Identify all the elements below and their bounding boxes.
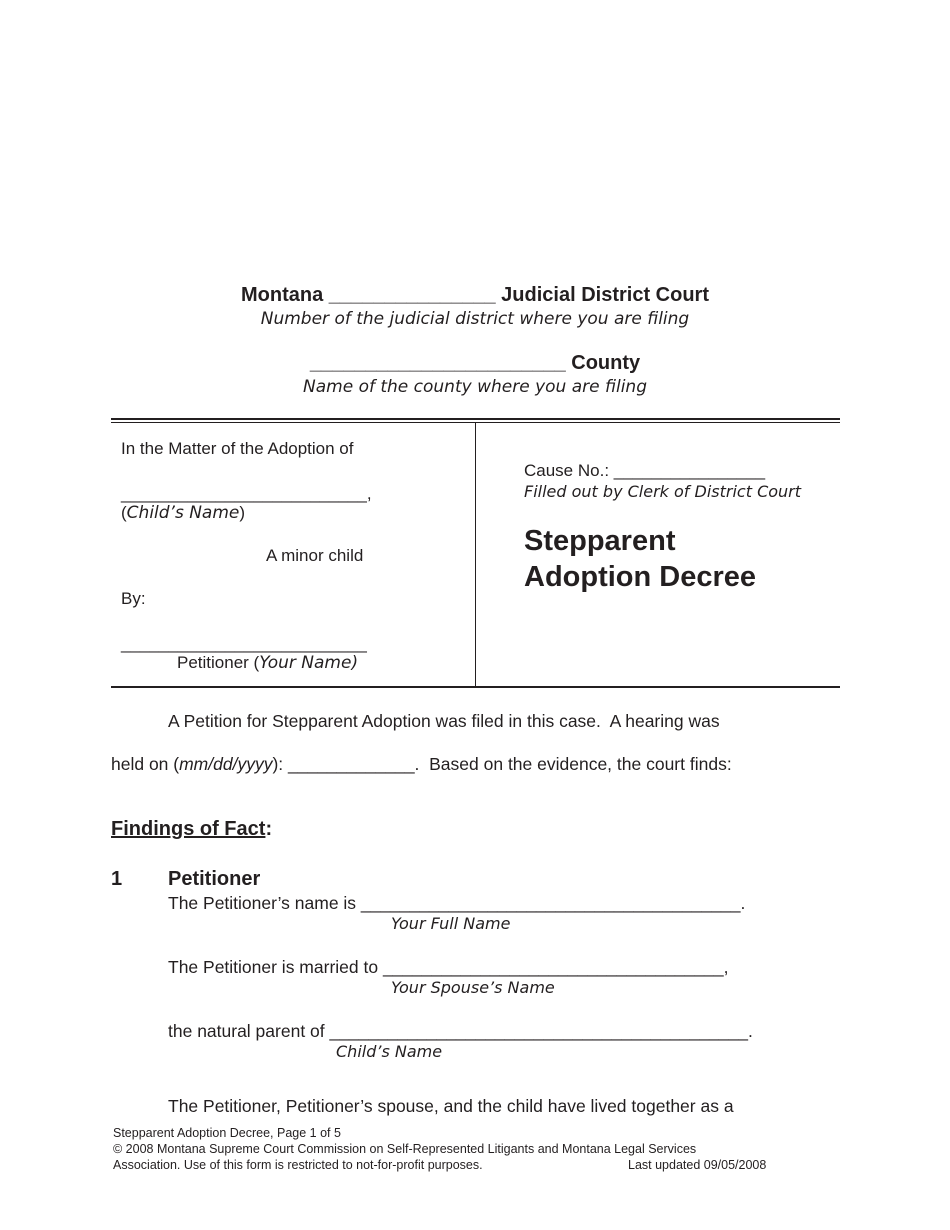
court-line: Montana _______________ Judicial District Court [241, 284, 709, 306]
petitioner-name-hint: Your Full Name [391, 914, 511, 933]
county-line: _______________________ County [309, 352, 641, 374]
child-parent-line[interactable]: the natural parent of ___________________________________________. [168, 1021, 753, 1041]
caption-divider [475, 422, 476, 687]
child-name-blank[interactable]: __________________________, [121, 484, 372, 503]
spouse-name-line[interactable]: The Petitioner is married to ___________________________________, [168, 957, 729, 977]
court-hint: Number of the judicial district where you are filing [260, 309, 690, 329]
county-hint: Name of the county where you are filing [303, 377, 647, 397]
petitioner-hint: Petitioner (Your Name) [177, 653, 359, 673]
document-title-line2: Adoption Decree [524, 561, 757, 593]
intro-line-1: A Petition for Stepparent Adoption was filed in this case. A hearing was [168, 711, 720, 731]
footer-updated: Last updated 09/05/2008 [628, 1158, 767, 1172]
caption-bottom-rule [111, 686, 840, 688]
footer-copyright: © 2008 Montana Supreme Court Commission on Self-Represented Litigants and Montana Legal Services [113, 1142, 697, 1156]
child-parent-hint: Child’s Name [336, 1042, 443, 1061]
section-1-number: 1 [111, 868, 123, 890]
cause-number[interactable]: Cause No.: ________________ [524, 461, 766, 480]
footer-use-line: Association. Use of this form is restricted to not-for-profit purposes. [113, 1158, 483, 1172]
matter-label: In the Matter of the Adoption of [121, 439, 354, 458]
footer-page-line: Stepparent Adoption Decree, Page 1 of 5 [113, 1126, 341, 1140]
petitioner-blank[interactable]: __________________________ [121, 634, 367, 653]
by-label: By: [121, 589, 146, 608]
lived-together-line: The Petitioner, Petitioner’s spouse, and the child have lived together as a [168, 1096, 734, 1116]
findings-heading: Findings of Fact: [111, 818, 273, 840]
document-title-line1: Stepparent [524, 525, 676, 557]
child-name-hint: (Child’s Name) [121, 503, 246, 523]
caption-top-rule-1 [111, 418, 840, 420]
petitioner-name-line[interactable]: The Petitioner’s name is _______________________________________. [168, 893, 746, 913]
cause-hint: Filled out by Clerk of District Court [524, 482, 802, 501]
spouse-name-hint: Your Spouse’s Name [391, 978, 555, 997]
minor-label: A minor child [266, 546, 364, 565]
intro-line-2: held on (mm/dd/yyyy): _____________. Based on the evidence, the court finds: [111, 754, 732, 774]
section-1-title: Petitioner [168, 868, 261, 890]
